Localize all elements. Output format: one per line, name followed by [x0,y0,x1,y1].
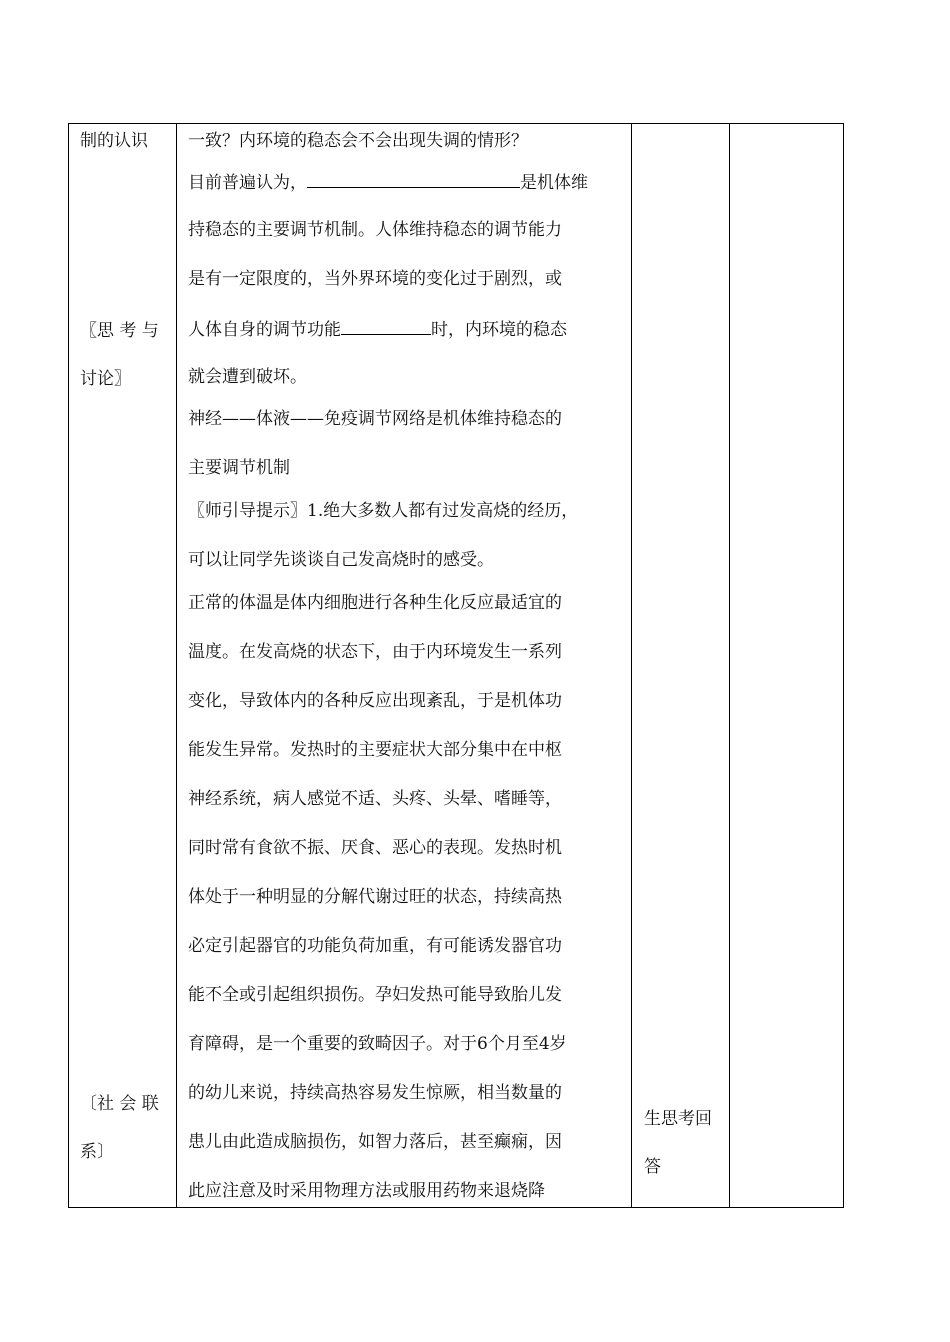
text-line: 同时常有食欲不振、厌食、恶心的表现。发热时机 [188,838,562,858]
text-line: 神经系统，病人感觉不适、头疼、头晕、嗜睡等， [188,789,562,809]
text-line: 育障碍，是一个重要的致畸因子。对于6个月至4岁 [188,1034,567,1054]
section-label: 〔社 会 联 [80,1094,159,1114]
text-line: 变化，导致体内的各种反应出现紊乱，于是机体功 [188,691,562,711]
text-line [188,171,588,193]
text-line: 体处于一种明显的分解代谢过旺的状态，持续高热 [188,887,562,907]
section-label: 制的认识 [80,131,148,151]
text-fragment: 时，内环境的稳态 [431,320,567,340]
text-line: 〖师引导提示〗1.绝大多数人都有过发高烧的经历， [188,501,579,521]
text-line: 能发生异常。发热时的主要症状大部分集中在中枢 [188,740,562,760]
text-line: 此应注意及时采用物理方法或服用药物来退烧降 [188,1181,545,1201]
text-fragment: 目前普遍认为， [188,173,307,193]
activity-label: 生思考回 [644,1109,712,1129]
text-line: 神经——体液——免疫调节网络是机体维持稳态的 [188,409,562,429]
text-line: 就会遭到破坏。 [188,367,307,387]
text-line: 温度。在发高烧的状态下，由于内环境发生一系列 [188,642,562,662]
text-line: 必定引起器官的功能负荷加重，有可能诱发器官功 [188,936,562,956]
text-line [188,318,567,340]
text-line: 一致？内环境的稳态会不会出现失调的情形？ [188,131,528,151]
fill-in-blank[interactable] [307,171,520,188]
section-column [69,124,176,1207]
student-activity-column [632,124,729,1207]
text-line: 能不全或引起组织损伤。孕妇发热可能导致胎儿发 [188,985,562,1005]
column-divider [729,124,730,1207]
text-line: 是有一定限度的，当外界环境的变化过于剧烈，或 [188,269,562,289]
section-label: 〖思 考 与 [80,321,159,341]
text-line: 患儿由此造成脑损伤，如智力落后，甚至癫痫，因 [188,1132,562,1152]
activity-label: 答 [644,1157,661,1177]
text-fragment: 人体自身的调节功能 [188,320,341,340]
text-line: 可以让同学先谈谈自己发高烧时的感受。 [188,550,494,570]
text-line: 的幼儿来说，持续高热容易发生惊厥，相当数量的 [188,1083,562,1103]
text-fragment: 是机体维 [520,173,588,193]
teaching-content-column [177,124,631,1207]
text-line: 主要调节机制 [188,458,290,478]
text-line: 正常的体温是体内细胞进行各种生化反应最适宜的 [188,593,562,613]
section-label: 讨论〗 [80,369,131,389]
lesson-table [68,123,844,1208]
section-label: 系〕 [80,1142,114,1162]
fill-in-blank[interactable] [341,318,431,335]
text-line: 持稳态的主要调节机制。人体维持稳态的调节能力 [188,220,562,240]
